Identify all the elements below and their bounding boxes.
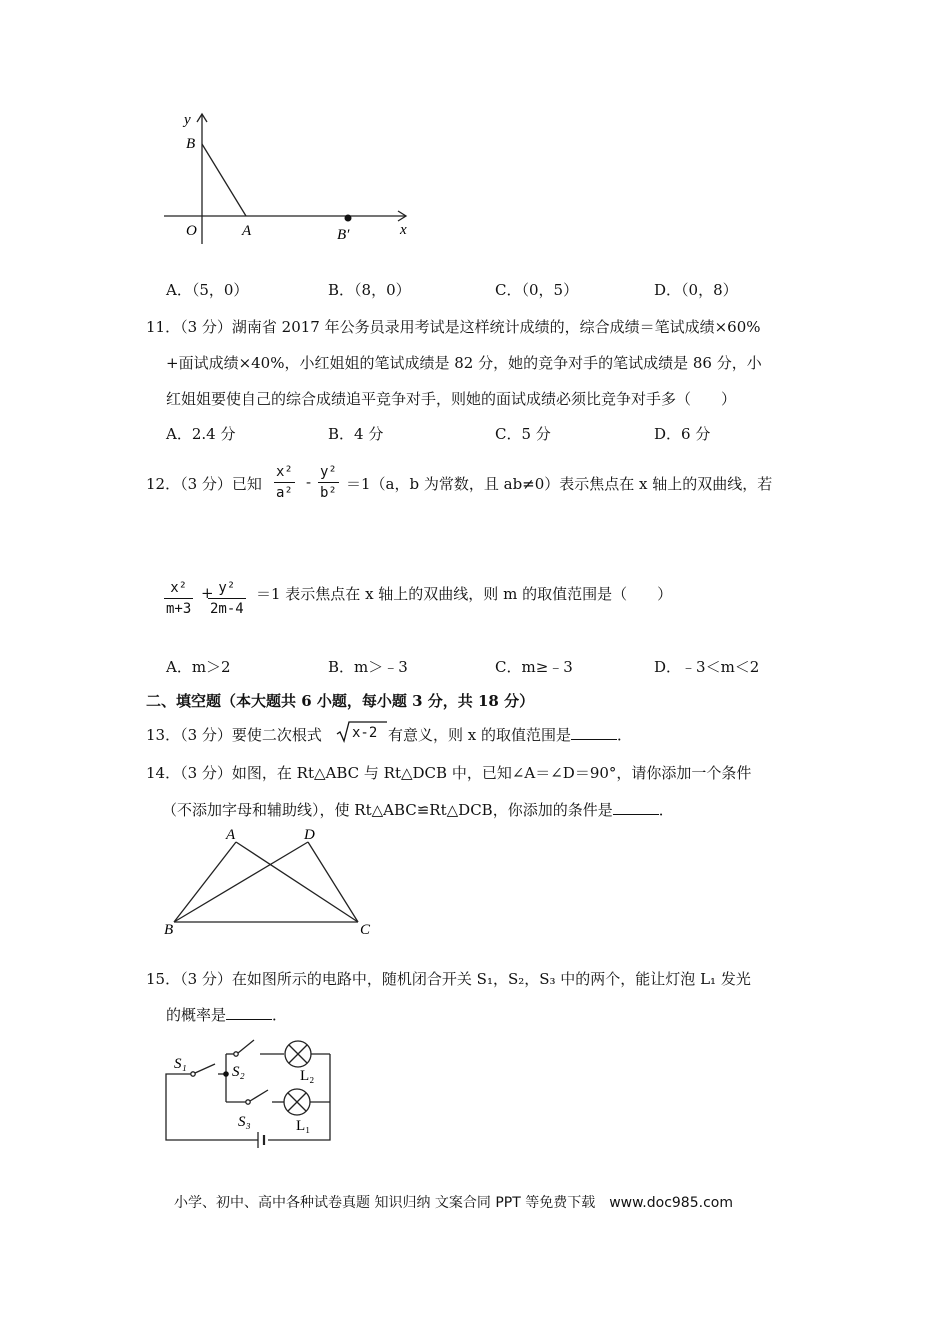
- q13-prefix: 13．（3 分）要使二次根式: [146, 726, 322, 744]
- q12-option-d: D．﹣3＜m＜2: [654, 658, 760, 676]
- q12-option-b: B．m＞﹣3: [328, 658, 408, 676]
- q15-line-1: 15．（3 分）在如图所示的电路中，随机闭合开关 S₁，S₂，S₃ 中的两个，能让灯泡 L₁ 发光: [146, 970, 751, 988]
- q11-option-d: D．6 分: [654, 425, 711, 443]
- q12-suffix-2: ＝1 表示焦点在 x 轴上的双曲线，则 m 的取值范围是（ ）: [256, 585, 673, 603]
- q10-option-c: C．（0，5）: [495, 281, 579, 299]
- answer-blank: [226, 1005, 272, 1020]
- fraction-denominator: m+3: [166, 601, 192, 617]
- q11-line-3: 红姐姐要使自己的综合成绩追平竞争对手，则她的面试成绩必须比竞争对手多（ ）: [166, 390, 737, 408]
- fraction-numerator: y²: [218, 580, 236, 596]
- circuit-figure: [160, 1034, 340, 1150]
- y-axis-label: y: [184, 112, 191, 128]
- vertex-C-label: C: [360, 922, 371, 938]
- answer-blank: [613, 800, 659, 815]
- q12-fraction-y-over-b: [318, 464, 339, 501]
- origin-label: O: [186, 223, 197, 239]
- q10-option-d: D．（0，8）: [654, 281, 738, 299]
- q12-fraction-x-over-m3: [164, 580, 193, 617]
- switch-s2-label: S₂: [232, 1064, 245, 1080]
- q13-suffix: [388, 724, 632, 745]
- fraction-denominator: b²: [320, 485, 337, 501]
- section-heading: 二、填空题（本大题共 6 小题，每小题 3 分，共 18 分）: [146, 692, 535, 710]
- q12-fraction-x-over-a: [274, 464, 295, 501]
- q11-line-1: 11．（3 分）湖南省 2017 年公务员录用考试是这样统计成绩的，综合成绩＝笔试成绩×60%: [146, 318, 761, 336]
- point-B-prime-label: B′: [337, 227, 350, 243]
- fraction-bar: [318, 482, 339, 483]
- switch-s1-label: S₁: [174, 1056, 187, 1072]
- q11-option-a: A．2.4 分: [166, 425, 236, 443]
- q12-suffix: ＝1（a，b 为常数，且 ab≠0）表示焦点在 x 轴上的双曲线，若: [346, 475, 773, 493]
- fraction-bar: [208, 598, 246, 599]
- footer-text: 小学、初中、高中各种试卷真题 知识归纳 文案合同 PPT 等免费下载 www.doc985.com: [174, 1195, 733, 1211]
- q13-suffix-text: 有意义，则 x 的取值范围是: [388, 726, 571, 744]
- vertex-D-label: D: [304, 827, 315, 843]
- triangle-figure: [158, 822, 384, 938]
- x-axis-label: x: [400, 222, 407, 238]
- fraction-numerator: y²: [320, 464, 337, 480]
- q10-option-a: A．（5，0）: [166, 281, 249, 299]
- q15-line-2: [166, 1004, 287, 1025]
- vertex-B-label: B: [164, 922, 174, 938]
- vertex-A-label: A: [226, 827, 236, 843]
- q13-end: ．: [617, 726, 633, 744]
- lamp-l1-label: L₁: [296, 1118, 311, 1134]
- q12-prefix: 12．（3 分）已知: [146, 475, 262, 493]
- q11-line-2: +面试成绩×40%，小红姐姐的笔试成绩是 82 分，她的竞争对手的笔试成绩是 86 分，小: [166, 354, 762, 372]
- point-A-label: A: [242, 223, 252, 239]
- q12-option-a: A．m＞2: [166, 658, 231, 676]
- q15-end: ．: [272, 1006, 288, 1024]
- q15-line-2-text: 的概率是: [166, 1006, 227, 1024]
- q14-end: ．: [658, 801, 674, 819]
- switch-s3-label: S₃: [238, 1114, 251, 1130]
- fraction-numerator: x²: [170, 580, 188, 596]
- q12-minus: -: [306, 473, 312, 491]
- q12-plus: +: [201, 584, 214, 602]
- q13-radicand: x-2: [352, 725, 378, 741]
- fraction-bar: [274, 482, 295, 483]
- answer-blank: [571, 725, 617, 740]
- coordinate-figure: [160, 108, 420, 248]
- fraction-numerator: x²: [276, 464, 293, 480]
- q14-line-2-text: （不添加字母和辅助线），使 Rt△ABC≌Rt△DCB，你添加的条件是: [162, 801, 613, 819]
- q12-option-c: C．m≥﹣3: [495, 658, 573, 676]
- q11-option-c: C．5 分: [495, 425, 551, 443]
- point-B-label: B: [186, 136, 196, 152]
- q14-line-2: [162, 799, 674, 820]
- q10-option-b: B．（8，0）: [328, 281, 411, 299]
- q11-option-b: B．4 分: [328, 425, 384, 443]
- fraction-bar: [164, 598, 193, 599]
- fraction-denominator: 2m-4: [210, 601, 244, 617]
- fraction-denominator: a²: [276, 485, 293, 501]
- q12-fraction-y-over-2m4: [208, 580, 246, 617]
- lamp-l2-label: L₂: [300, 1068, 315, 1084]
- q14-line-1: 14．（3 分）如图，在 Rt△ABC 与 Rt△DCB 中，已知∠A＝∠D＝90°，请你添加一个条件: [146, 764, 752, 782]
